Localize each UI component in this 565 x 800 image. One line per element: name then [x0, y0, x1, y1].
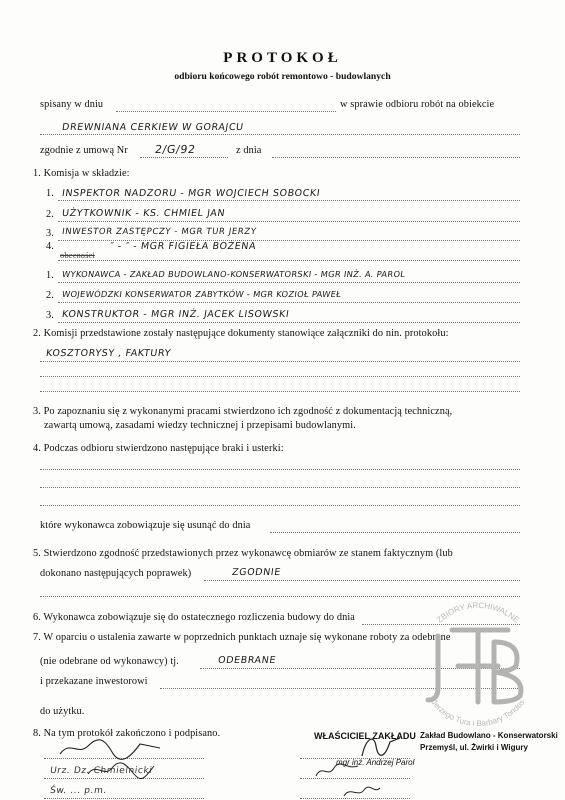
signature-scribble: [86, 760, 156, 780]
section-3-line-1: 3. Po zapoznaniu się z wykonanymi pracami stwierdzono ich zgodność z dokumentacją techniczną,: [33, 406, 453, 417]
member-number: 2.: [46, 209, 54, 220]
answer-line: [204, 580, 520, 581]
member-line: [58, 322, 520, 323]
member-line: [58, 302, 520, 303]
member-number: 2.: [46, 290, 54, 301]
section-5-answer: ZGODNIE: [231, 567, 282, 578]
object-name-handwritten: DREWNIANA CERKIEW W GORAJCU: [61, 122, 245, 133]
member-number: 3.: [46, 228, 54, 239]
member-entry: WOJEWÓDZKI KONSERWATOR ZABYTKÓW - MGR KOZIOŁ PAWEŁ: [61, 289, 342, 299]
section-7-line-2: (nie odebrane od wykonawcy) tj.: [40, 656, 179, 667]
object-dotted-line: [40, 134, 520, 135]
answer-line: [40, 361, 520, 362]
section-4-text: 4. Podczas odbioru stwierdzono następujące braki i usterki:: [33, 443, 284, 454]
member-number: 4.: [46, 241, 54, 252]
member-entry: INSPEKTOR NADZORU - MGR WOJCIECH SOBOCKI: [61, 188, 321, 199]
section-7-line-4: do użytku.: [40, 706, 85, 717]
signature-left-2: Urz. Dz. Chmielnicki: [49, 766, 153, 776]
answer-line: [40, 376, 520, 377]
defects-line: [40, 469, 520, 470]
case-label: w sprawie odbioru robót na obiekcie: [340, 99, 495, 110]
company-stamp-line-1: Zakład Budowlano - Konserwatorski: [420, 731, 558, 740]
contract-date-dotted-line: [272, 157, 520, 158]
member-number: 1.: [46, 270, 54, 281]
name-stamp: mgr inż. Andrzej Parol: [336, 758, 415, 767]
member-entry: INWESTOR ZASTĘPCZY - MGR TUR JERZY: [61, 227, 258, 237]
section-2-answer: KOSZTORYSY , FAKTURY: [45, 348, 172, 359]
archive-watermark: [398, 584, 558, 744]
written-in-label: spisany w dniu: [40, 99, 104, 110]
signature-right-2: [312, 760, 362, 782]
section-7-line-1: 7. W oparciu o ustalenia zawarte w poprzednich punktach uznaje się wykonane roboty za odebrane: [33, 632, 451, 643]
crossed-out-word: obecności: [60, 250, 95, 260]
answer-line: [40, 391, 520, 392]
defects-line: [40, 505, 520, 506]
section-1-heading: 1. Komisja w składzie:: [33, 168, 130, 179]
member-entry: KONSTRUKTOR - MGR INŻ. JACEK LISOWSKI: [61, 309, 291, 320]
member-entry: ″ - ″ - MGR FIGIEŁA BOŻENA: [109, 241, 257, 252]
company-stamp-line-2: Przemyśl, ul. Żwirki i Wigury: [420, 743, 528, 752]
member-entry: WYKONAWCA - ZAKŁAD BUDOWLANO-KONSERWATORSKI - MGR INŻ. A. PAROL: [61, 269, 406, 279]
member-line: [58, 200, 520, 201]
document-title: PROTOKOŁ: [223, 50, 342, 66]
member-line: [58, 260, 520, 261]
deadline-line: [270, 532, 520, 533]
member-entry: UŻYTKOWNIK - KS. CHMIEL JAN: [61, 208, 226, 219]
document-subtitle: odbioru końcowego robót remontowo - budowlanych: [174, 71, 391, 82]
section-8-text: 8. Na tym protokół zakończono i podpisano.: [33, 728, 221, 739]
section-2-text: 2. Komisji przedstawione zostały następujące dokumenty stanowiące załączniki do nin. protokołu:: [33, 328, 449, 339]
signature-right-3: [342, 784, 382, 800]
owner-stamp-label: WŁAŚCICIEL ZAKŁADU: [314, 731, 416, 741]
member-number: 3.: [46, 310, 54, 321]
section-7-line-3: i przekazane inwestorowi: [40, 676, 148, 687]
section-6-text: 6. Wykonawca zobowiązuje się do ostatecznego rozliczenia budowy do dnia: [33, 612, 355, 623]
member-line: [58, 282, 520, 283]
signature-line: [44, 798, 204, 799]
watermark-monogram: [428, 630, 521, 702]
watermark-arc-text: ZBIORY ARCHIWALNE: [435, 600, 521, 625]
contract-label: zgodnie z umową Nr: [40, 145, 128, 156]
contract-number-handwritten: 2/G/92: [154, 143, 197, 156]
section-7-answer: ODEBRANE: [217, 655, 277, 666]
signature-left-1: [56, 734, 166, 760]
member-line: [58, 221, 520, 222]
signature-left-3: Św. ... p.m.: [49, 786, 108, 796]
section-5-line-1: 5. Stwierdzono zgodność przedstawionych przez wykonawcę obmiarów ze stanem faktycznym (lub: [33, 548, 453, 559]
defects-deadline-label: które wykonawca zobowiązuje się usunąć do dnia: [40, 520, 251, 531]
contract-date-label: z dnia: [236, 145, 262, 156]
member-number: 1.: [46, 188, 54, 199]
section-5-line-2: dokonano następujących poprawek): [40, 568, 192, 579]
section-3-line-2: zawartą umową, zasadami wiedzy technicznej i przepisami budowlanymi.: [44, 420, 356, 431]
date-dotted-line: [116, 111, 336, 112]
contract-dotted-line: [140, 157, 228, 158]
defects-line: [40, 487, 520, 488]
watermark-bottom-text: Jerzego Tura i Barbary Tondos: [429, 697, 527, 729]
